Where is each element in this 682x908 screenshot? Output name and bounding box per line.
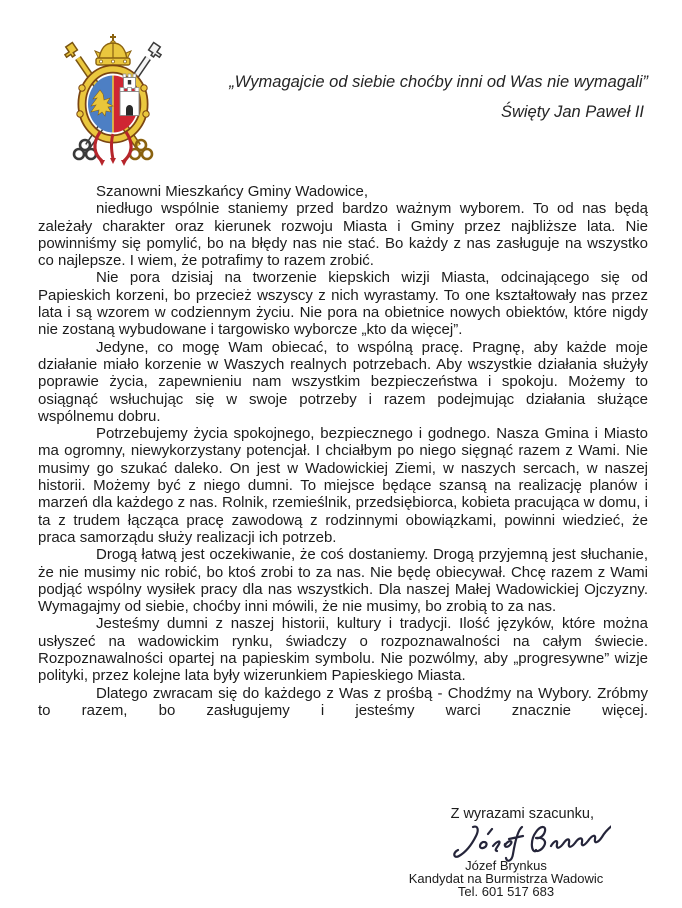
salutation: Szanowni Mieszkańcy Gminy Wadowice, [96,183,369,200]
letter-body [38,183,648,719]
closing-line: Z wyrazami szacunku, [450,806,594,822]
paragraph-1: niedługo wspólnie staniemy przed bardzo ważnym wyborem. To od nas będą zależały charakter oraz kierunek rozwoju Miasta i Gminy przez najbliższe lata. Nie powinniśmy się pomylić, bo na błędy nas nie stać. Bo każdy z nas zasługuje na wszystko co najlepsze. I wiem, że potrafimy to razem zrobić. [38,200,648,270]
papal-crest-icon [54,32,172,166]
paragraph-4: Potrzebujemy życia spokojnego, bezpiecznego i godnego. Nasza Gmina i Miasto ma ogromny, niewykorzystany potencjał. I chciałbym po niego sięgnąć razem z Wami. Nie musimy go szukać daleko. On jest w Wadowickiej Ziemi, w naszych sercach, w naszej historii. Możemy być z niego dumni. To miejsce będące szansą na realizację planów i marzeń dla każdego z nas. Rolnik, rzemieślnik, przedsiębiorca, kobieta pracująca w domu, i ta z trudem łącząca pracę zawodową z rodzinnymi obowiązkami, powinni wiedzieć, że praca samorządu służy realizacji ich potrzeb. [38,425,648,546]
signer-phone: Tel. 601 517 683 [457,884,555,899]
quote-attribution: Święty Jan Paweł II [500,102,644,121]
paragraph-6: Jesteśmy dumni z naszej historii, kultury i tradycji. Ilość języków, które można usłyszeć na wadowickim rynku, świadczy o rozpoznawalności na całym świecie. Rozpoznawalności opartej na papieskim symbolu. Nie pozwólmy, aby „progresywne” wizje polityki, przez kolejne lata były wizerunkiem Papieskiego Miasta. [38,615,648,685]
shield-icon [77,69,149,139]
signature-block [340,859,672,898]
quote-text: „Wymagajcie od siebie choćby inni od Was nie wymagali” [229,73,648,91]
crown-icon [95,34,131,65]
signer-title: Kandydat na Burmistrza Wadowic [408,871,604,886]
paragraph-3: Jedyne, co mogę Wam obiecać, to wspólną pracę. Pragnę, aby każde moje działanie miało korzenie w Waszych realnych potrzebach. Aby wszystkie działania służyły poprawie życia, zapewnieniu nam wszystkim bezpieczeństwa i spokoju. Możemy to osiągnąć wsłuchując się w swoje potrzeby i razem podejmując działania służące wspólnemu dobru. [38,338,648,425]
paragraph-2: Nie pora dzisiaj na tworzenie kiepskich wizji Miasta, odcinającego się od Papieskich korzeni, bo przecież wszyscy z nich wyrastamy. To one kształtowały nas przez lata i są wzorem w codziennym życiu. Nie pora na obietnice nowych obiektów, które nigdy nie zostaną wybudowane i targowisko wyborcze „kto da więcej”. [38,269,648,339]
paragraph-5: Drogą łatwą jest oczekiwanie, że coś dostaniemy. Drogą przyjemną jest słuchanie, że nie musimy nic robić, bo ktoś zrobi to za nas. Nie będę obiecywał. Chcę razem z Wami podjąć wspólny wysiłek pracy dla nas wszystkich. Dla naszej Małej Wadowickiej Ojczyzny. Wymagajmy od siebie, choćby inni mówili, że nie musimy, bo zrobią to za nas. [38,546,648,616]
header-quote-block [162,72,648,122]
paragraph-7: Dlatego zwracam się do każdego z Was z prośbą - Chodźmy na Wybory. Zróbmy to razem, bo zasługujemy i jesteśmy warci znacznie więcej. [38,684,648,719]
signer-name: Józef Brynkus [465,858,547,873]
